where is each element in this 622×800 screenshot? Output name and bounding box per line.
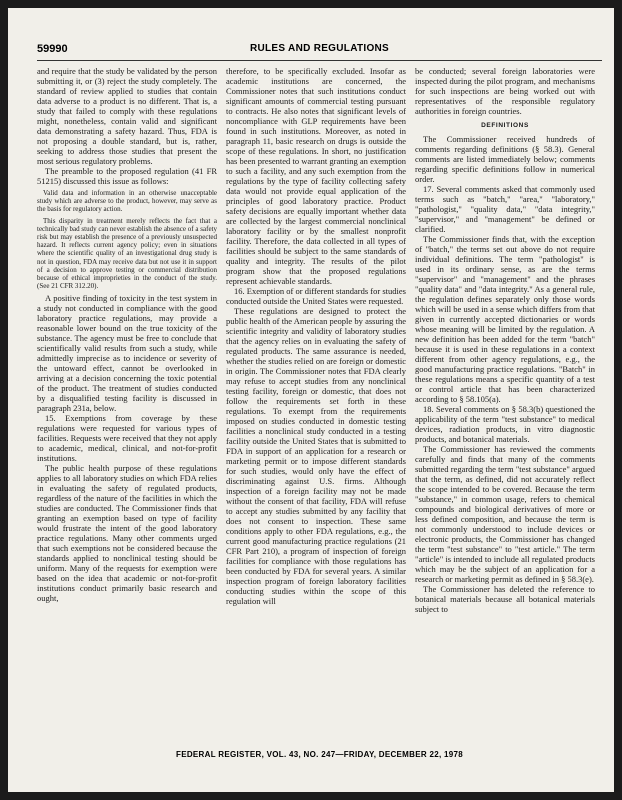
paragraph: 15. Exemptions from coverage by these regulations were requested for various types of facilities. Requests were received that they not apply to academic, medical, clinical, and not-for-profit institutions. — [37, 413, 217, 464]
paragraph: 18. Several comments on § 58.3(b) questioned the applicability of the term "test substance" to medical devices, radiation products, in vitro diagnostic products, and botanical materials. — [415, 404, 595, 444]
paragraph: The Commissioner received hundreds of comments regarding definitions (§ 58.3). General comments are listed immediately below; comments regarding specific definitions follow in numerical order. — [415, 134, 595, 184]
page-title: RULES AND REGULATIONS — [249, 43, 390, 54]
text-column-right — [415, 66, 595, 740]
paragraph: The Commissioner has reviewed the comments carefully and finds that many of the comments submitted regarding the term "test substance" argued that the term, as defined, did not accurately reflect the scope intended to be covered. Because the term "substance," in common usage, refers to chemical compounds and biological derivatives of more or less defined composition, and because the term is not commonly understood to include devices or electronic products, the Commissioner has changed the term "test substance" to "test article." The term "article" is intended to include all regulated products which may be the subject of an application for a research or marketing permit as defined in § 58.3(e). — [415, 444, 595, 584]
text-column-left — [37, 66, 217, 740]
quoted-paragraph: Valid data and information in an otherwise unacceptable study which are adverse to the product, however, may serve as the basis for regulatory action. — [37, 189, 217, 214]
section-heading: DEFINITIONS — [481, 122, 529, 129]
paragraph: The preamble to the proposed regulation (41 FR 51215) discussed this issue as follows: — [37, 166, 217, 186]
paragraph: therefore, to be specifically excluded. Insofar as academic institutions are concerned, the Commissioner notes that such institutions conduct significant amounts of commercial testing pursuant to contracts. He also notes that significant levels of noncompliance with GLP requirements have been found in such institutions. Moreover, as noted in paragraph 11, basic research on drugs is outside the scope of these regulations. In short, no justification has been presented to warrant granting an exemption to such a facility, and any such exemption from the regulations by the type of facility collecting safety data would not provide equal application of the principles of good laboratory practice. Product safety decisions are equally important whether data are collected by the largest commercial nonclinical laboratory facility or by the smallest nonprofit facility. Therefore, the data collected in all types of facilities should be subject to the same standards of quality and integrity. The results of the pilot program show that the proposed regulations represent achievable standards. — [226, 66, 406, 286]
quoted-paragraph: This disparity in treatment merely reflects the fact that a technically bad study can never establish the absence of a safety risk but may establish the presence of a previously unsuspected hazard. It reflects current agency policy; even in situations where the scientific quality of an investigational drug study is not in question, FDA may receive data but not use it in support of a decision to approve testing or commercial distribution because of ethical improprieties in the conduct of the study. (See 21 CFR 312.20). — [37, 216, 217, 291]
page-footer: FEDERAL REGISTER, VOL. 43, NO. 247—FRIDAY, DECEMBER 22, 1978 — [176, 750, 463, 759]
paragraph: The public health purpose of these regulations applies to all laboratory studies on which FDA relies in evaluating the safety of regulated products, regardless of the nature of the facilities in which the studies are conducted. The Commissioner finds that granting an exemption based on type of facility would frustrate the intent of the good laboratory practice regulations. Many other comments urged that such exemptions not be considered because the standards applied to nonclinical testing should be uniform. Many of the requests for exemption were based on the idea that academic or not-for-profit institutions conduct primarily basic research and ought, — [37, 463, 217, 604]
paragraph: These regulations are designed to protect the public health of the American people by assuring the scientific integrity and validity of laboratory studies that the agency relies on in evaluating the safety of regulated products. The same assurance is needed, whether the studies relied on are foreign or domestic in origin. The Commissioner notes that FDA clearly may refuse to accept studies from any nonclinical testing facility, foreign or domestic, that does not follow the requirements set forth in these regulations. To exempt from the requirements imposed on studies conducted in domestic testing facilities a nonclinical study conducted in a testing facility outside the United States that is submitted to FDA in support of an application for a research or marketing permit or to impose different standards for such studies, would only have the effect of discriminating against U.S. firms. Although inspection of a foreign facility may not be made without the consent of that facility, FDA will refuse to accept any studies submitted by any facility that does not consent to inspection. These same conditions apply to other FDA regulations, e.g., the current good manufacturing practice regulations (21 CFR Part 210), a program of inspection of foreign facilities for compliance with those regulations has been conducted by FDA for several years. A similar inspection program of foreign laboratory facilities conducting studies within the scope of this regulation will — [226, 306, 406, 606]
paragraph: and require that the study be validated by the person submitting it, or (3) reject the study completely. The standard of review applied to studies that contain data adverse to a product is no different. That is, a study that failed to comply with these regulations might, nonetheless, contain valid and significant data demonstrating a safety hazard. Thus, FDA is not proposing a double standard, but is, rather, seeking to address those studies that present the most serious regulatory problems. — [37, 66, 217, 166]
paragraph: 16. Exemption of or different standards for studies conducted outside the United States were requested. — [226, 286, 406, 306]
page-header — [37, 43, 602, 57]
header-rule — [37, 60, 602, 61]
page-number: 59990 — [37, 43, 68, 55]
paragraph: 17. Several comments asked that commonly used terms such as "batch," "area," "laboratory," "pathologist," "quality data," "data integrity," "supervisor," and "management" be defined or clarified. — [415, 184, 595, 234]
paragraph: The Commissioner finds that, with the exception of "batch," the terms set out above do not require individual definitions. The term "pathologist" is used in its ordinary sense, as are the terms "supervisor" and "management" and the phrases "quality data" and "data integrity." As a general rule, the regulation defines separately only those words which will be used in a sense which differs from that given in currently accepted dictionaries or words whose meaning will be limited by the regulation. A new definition has been added for the term "batch" because it is used in these regulations in a context different from other agency regulations, e.g., the good manufacturing practice regulations. "Batch" in these regulations means a specific quantity of a test or control article that has been characterized according to § 58.105(a). — [415, 234, 595, 404]
paragraph: A positive finding of toxicity in the test system in a study not conducted in compliance with the good laboratory practice regulations, may provide a reasonable lower bound on the true toxicity of the substance. The agency must be free to conclude that scientifically valid results from such a study, while admittedly imprecise as to incidence or severity of the untoward effect, cannot be overlooked in arriving at a decision concerning the toxic potential of the product. The treatment of studies conducted by a disqualified testing facility is discussed in paragraph 231a, below. — [37, 293, 217, 414]
text-column-middle — [226, 66, 406, 740]
paragraph: The Commissioner has deleted the reference to botanical materials because all botanical materials subject to — [415, 584, 595, 614]
paragraph: be conducted; several foreign laboratories were inspected during the pilot program, and mechanisms for such inspections are being worked out with representatives of the responsible regulatory authorities in foreign countries. — [415, 66, 595, 116]
